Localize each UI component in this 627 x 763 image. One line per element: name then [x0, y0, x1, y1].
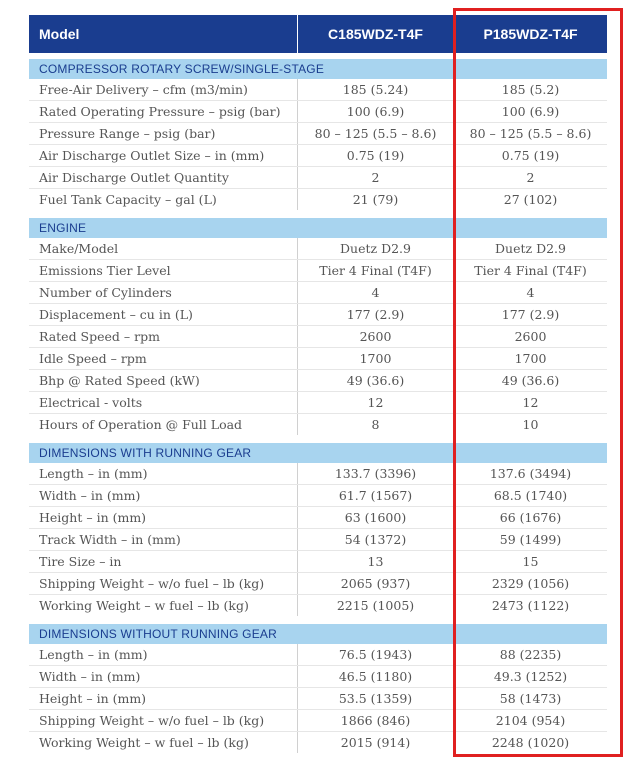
- table-row: [29, 644, 607, 666]
- row-value-b: 2248 (1020): [491, 735, 570, 750]
- table-row: [29, 326, 607, 348]
- header-model-a: C185WDZ-T4F: [298, 15, 454, 53]
- row-value-a: 12: [298, 392, 454, 413]
- table-row: [29, 370, 607, 392]
- row-label: Width – in (mm): [29, 666, 298, 687]
- table-row: [29, 414, 607, 435]
- row-value-b: Tier 4 Final (T4F): [474, 263, 587, 278]
- row-label: Idle Speed – rpm: [29, 348, 298, 369]
- table-row: [29, 529, 607, 551]
- table-row: [29, 145, 607, 167]
- row-label: Fuel Tank Capacity – gal (L): [29, 189, 298, 210]
- row-value-a: 1700: [298, 348, 454, 369]
- row-label: Working Weight – w fuel – lb (kg): [29, 732, 298, 753]
- table-header-row: [29, 15, 607, 53]
- row-value-a: 2215 (1005): [298, 595, 454, 616]
- row-value-b: 185 (5.2): [501, 82, 560, 97]
- row-label: Tire Size – in: [29, 551, 298, 572]
- row-label: Track Width – in (mm): [29, 529, 298, 550]
- section-header: DIMENSIONS WITH RUNNING GEAR: [29, 443, 607, 463]
- row-value-b: 0.75 (19): [501, 148, 560, 163]
- table-row: [29, 551, 607, 573]
- section-gap: [29, 435, 607, 443]
- row-value-b: 1700: [514, 351, 547, 366]
- row-value-b: 66 (1676): [499, 510, 562, 525]
- row-label: Make/Model: [29, 238, 298, 259]
- table-row: [29, 123, 607, 145]
- row-label: Air Discharge Outlet Quantity: [29, 167, 298, 188]
- row-label: Width – in (mm): [29, 485, 298, 506]
- header-model-b: P185WDZ-T4F: [483, 26, 578, 42]
- table-row: [29, 348, 607, 370]
- section-gap: [29, 616, 607, 624]
- table-row: [29, 688, 607, 710]
- row-value-b: 4: [526, 285, 535, 300]
- row-value-a: 185 (5.24): [298, 79, 454, 100]
- row-value-a: 133.7 (3396): [298, 463, 454, 484]
- row-value-a: 2015 (914): [298, 732, 454, 753]
- spec-section: [29, 59, 607, 210]
- row-value-a: 46.5 (1180): [298, 666, 454, 687]
- table-row: [29, 282, 607, 304]
- row-value-a: 1866 (846): [298, 710, 454, 731]
- section-header: DIMENSIONS WITHOUT RUNNING GEAR: [29, 624, 607, 644]
- row-value-a: 53.5 (1359): [298, 688, 454, 709]
- table-row: [29, 507, 607, 529]
- table-row: [29, 167, 607, 189]
- row-value-a: 61.7 (1567): [298, 485, 454, 506]
- row-value-b: 177 (2.9): [501, 307, 560, 322]
- spec-section: [29, 443, 607, 616]
- table-row: [29, 392, 607, 414]
- row-label: Free-Air Delivery – cfm (m3/min): [29, 79, 298, 100]
- row-value-b: 100 (6.9): [501, 104, 560, 119]
- row-label: Length – in (mm): [29, 463, 298, 484]
- row-label: Rated Speed – rpm: [29, 326, 298, 347]
- row-label: Pressure Range – psig (bar): [29, 123, 298, 144]
- row-label: Emissions Tier Level: [29, 260, 298, 281]
- section-header: COMPRESSOR ROTARY SCREW/SINGLE-STAGE: [29, 59, 607, 79]
- row-value-a: 100 (6.9): [298, 101, 454, 122]
- row-label: Shipping Weight – w/o fuel – lb (kg): [29, 710, 298, 731]
- table-row: [29, 573, 607, 595]
- row-value-a: 63 (1600): [298, 507, 454, 528]
- table-row: [29, 485, 607, 507]
- row-value-a: 13: [298, 551, 454, 572]
- row-value-a: 177 (2.9): [298, 304, 454, 325]
- row-value-a: 54 (1372): [298, 529, 454, 550]
- row-value-b: 59 (1499): [499, 532, 562, 547]
- table-row: [29, 732, 607, 753]
- row-label: Working Weight – w fuel – lb (kg): [29, 595, 298, 616]
- row-value-a: 0.75 (19): [298, 145, 454, 166]
- table-row: [29, 189, 607, 210]
- table-row: [29, 79, 607, 101]
- row-value-a: 4: [298, 282, 454, 303]
- row-value-a: 49 (36.6): [298, 370, 454, 391]
- header-model-label: Model: [29, 15, 298, 53]
- row-label: Shipping Weight – w/o fuel – lb (kg): [29, 573, 298, 594]
- table-row: [29, 304, 607, 326]
- row-label: Displacement – cu in (L): [29, 304, 298, 325]
- row-value-b: 10: [522, 417, 539, 432]
- spec-section: [29, 218, 607, 435]
- row-value-a: 2600: [298, 326, 454, 347]
- row-value-b: 2473 (1122): [491, 598, 570, 613]
- row-value-b: Duetz D2.9: [495, 241, 566, 256]
- sections-container: [29, 53, 607, 753]
- table-row: [29, 595, 607, 616]
- table-row: [29, 101, 607, 123]
- row-label: Hours of Operation @ Full Load: [29, 414, 298, 435]
- row-value-b: 68.5 (1740): [493, 488, 568, 503]
- row-value-b: 27 (102): [503, 192, 558, 207]
- row-label: Height – in (mm): [29, 688, 298, 709]
- section-gap: [29, 210, 607, 218]
- table-row: [29, 260, 607, 282]
- row-label: Electrical - volts: [29, 392, 298, 413]
- row-label: Length – in (mm): [29, 644, 298, 665]
- row-label: Rated Operating Pressure – psig (bar): [29, 101, 298, 122]
- row-label: Number of Cylinders: [29, 282, 298, 303]
- row-value-a: 21 (79): [298, 189, 454, 210]
- table-row: [29, 666, 607, 688]
- row-value-b: 88 (2235): [499, 647, 562, 662]
- row-value-b: 137.6 (3494): [489, 466, 572, 481]
- row-value-a: 2: [298, 167, 454, 188]
- row-value-a: 76.5 (1943): [298, 644, 454, 665]
- section-header: ENGINE: [29, 218, 607, 238]
- spec-section: [29, 624, 607, 753]
- row-value-b: 49.3 (1252): [493, 669, 568, 684]
- row-value-b: 2329 (1056): [491, 576, 570, 591]
- row-value-a: Duetz D2.9: [298, 238, 454, 259]
- row-label: Air Discharge Outlet Size – in (mm): [29, 145, 298, 166]
- spec-table: [29, 15, 607, 753]
- row-value-b: 2600: [514, 329, 547, 344]
- row-value-b: 2: [526, 170, 535, 185]
- row-value-b: 2104 (954): [495, 713, 566, 728]
- row-value-b: 12: [522, 395, 539, 410]
- table-row: [29, 463, 607, 485]
- row-value-b: 58 (1473): [499, 691, 562, 706]
- row-label: Bhp @ Rated Speed (kW): [29, 370, 298, 391]
- row-value-b: 15: [522, 554, 539, 569]
- row-value-a: Tier 4 Final (T4F): [298, 260, 454, 281]
- row-value-b: 49 (36.6): [501, 373, 560, 388]
- table-row: [29, 238, 607, 260]
- row-value-a: 2065 (937): [298, 573, 454, 594]
- row-value-a: 8: [298, 414, 454, 435]
- row-value-a: 80 – 125 (5.5 – 8.6): [298, 123, 454, 144]
- row-value-b: 80 – 125 (5.5 – 8.6): [469, 126, 592, 141]
- table-row: [29, 710, 607, 732]
- row-label: Height – in (mm): [29, 507, 298, 528]
